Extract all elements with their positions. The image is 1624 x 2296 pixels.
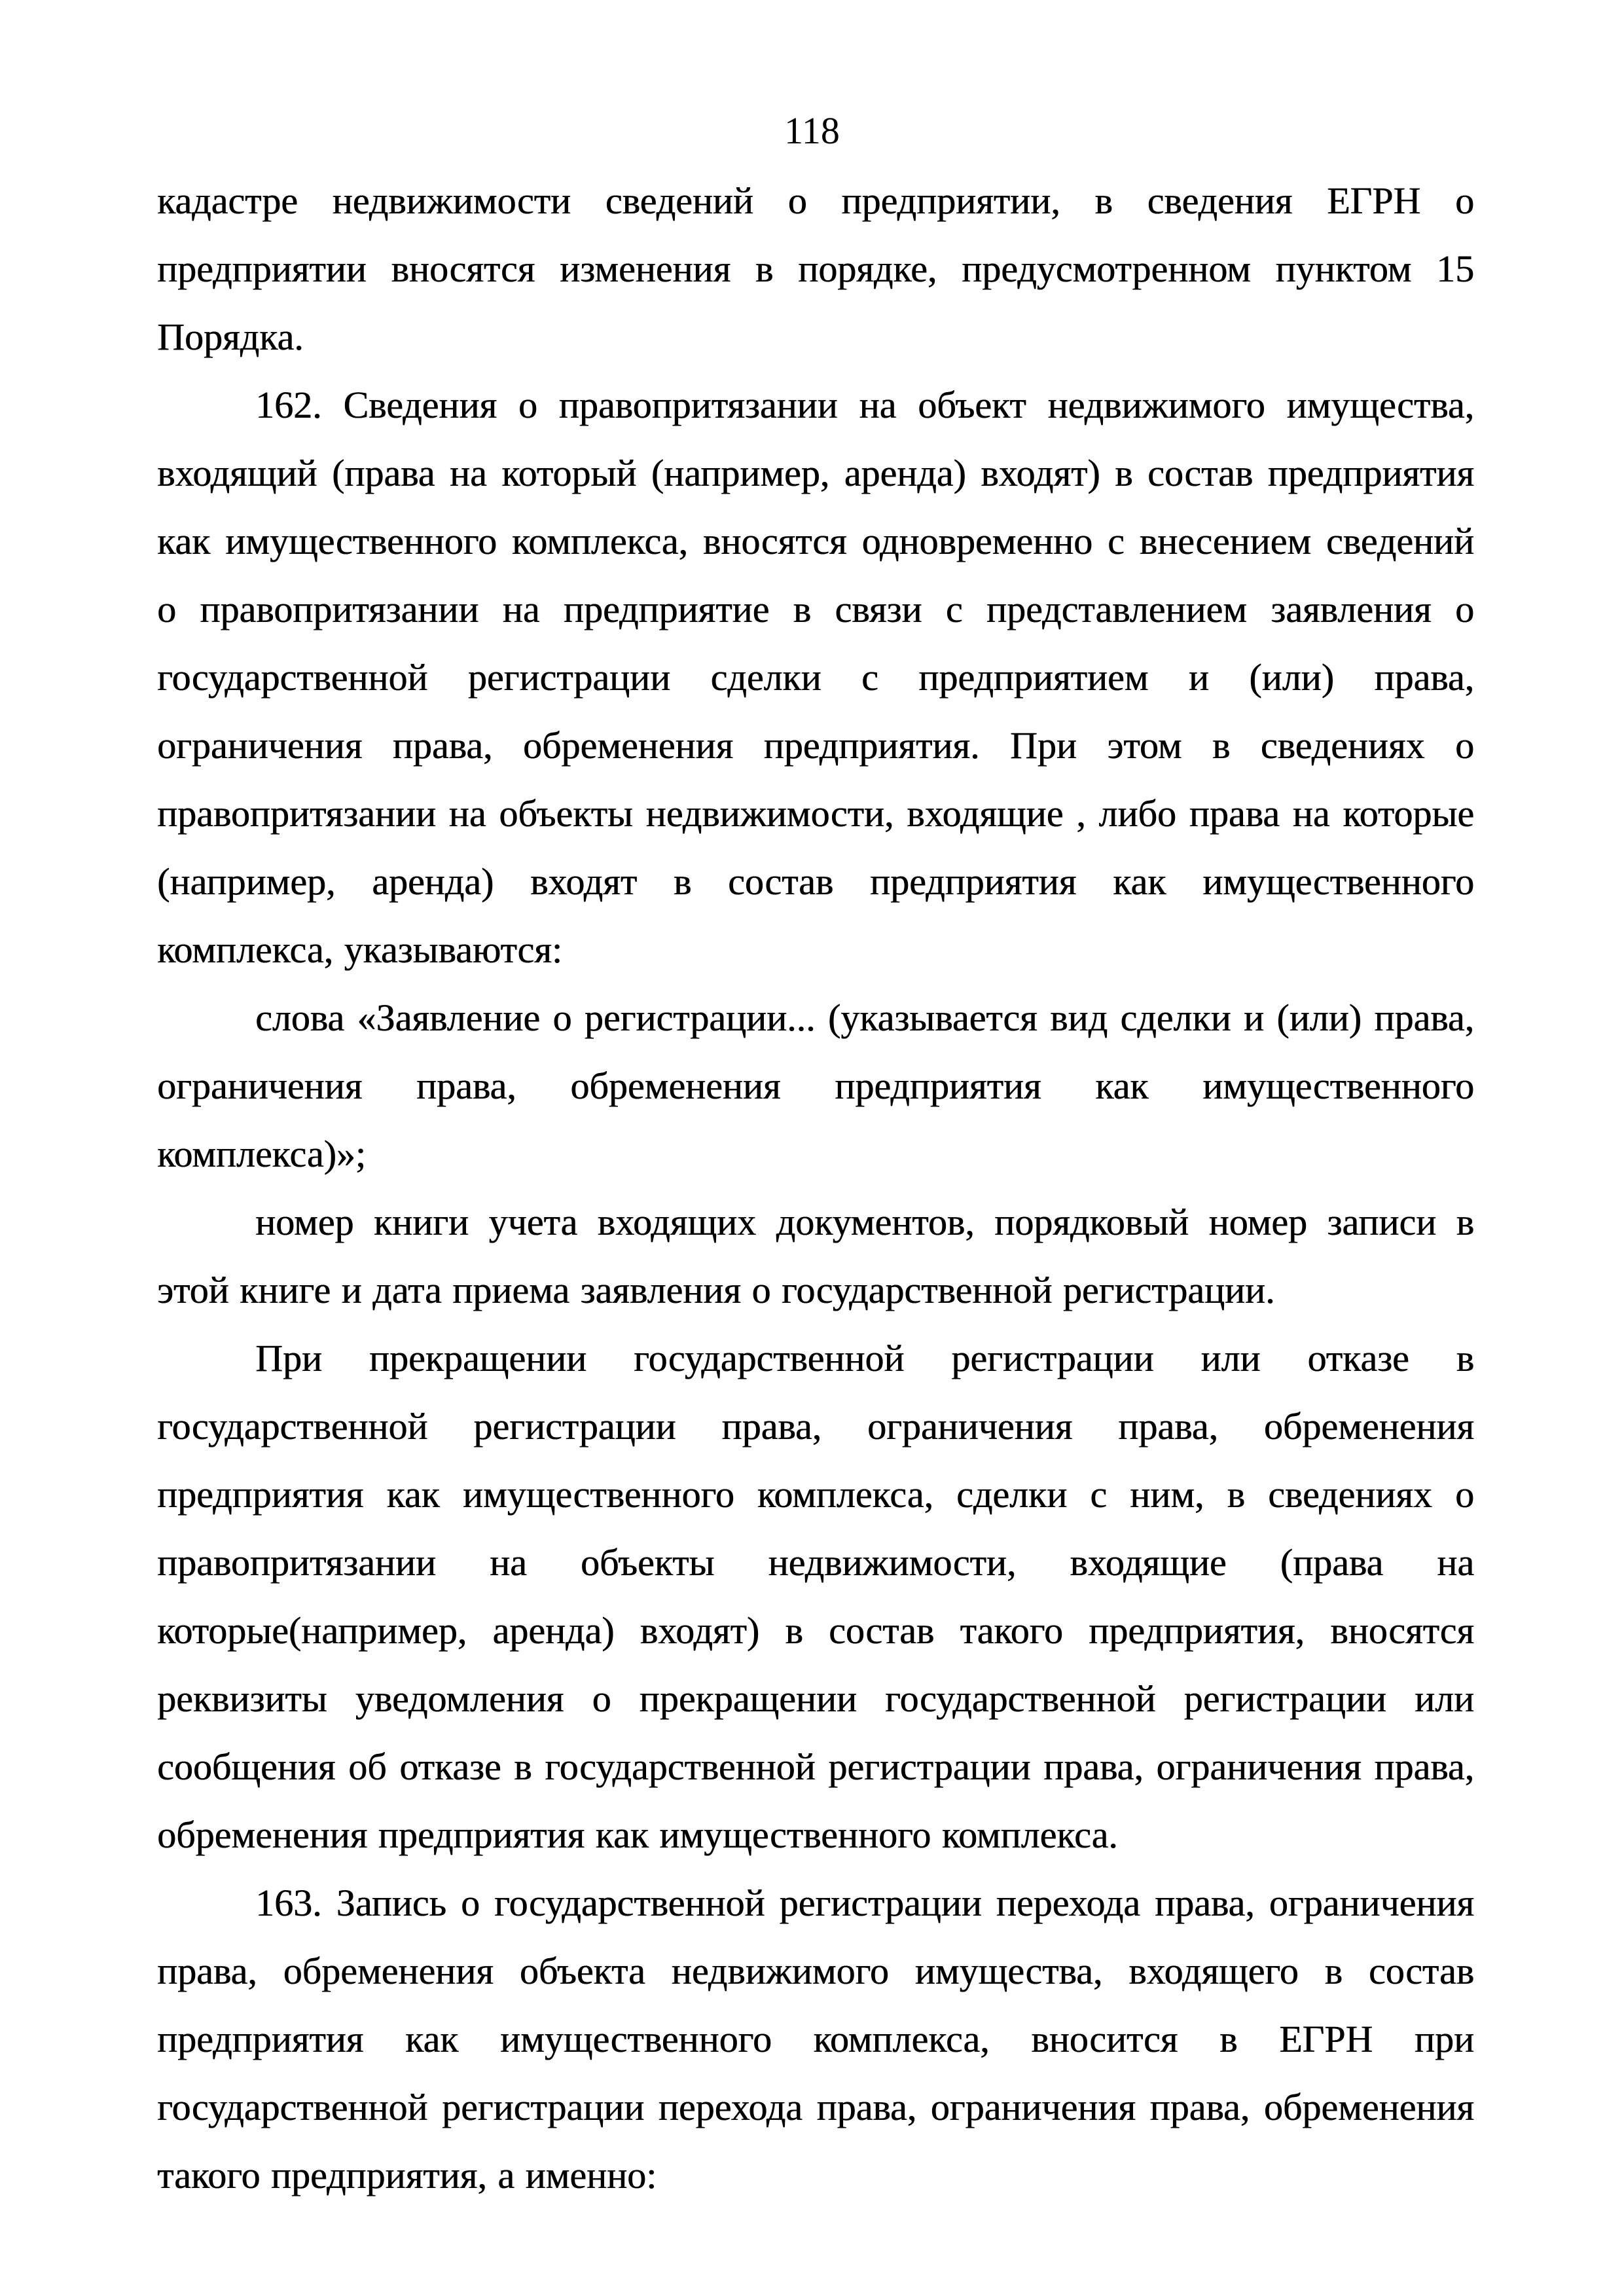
paragraph-book-number: номер книги учета входящих документов, порядковый номер записи в этой книге и дата приема заявления о государственной регистрации. bbox=[157, 1201, 1474, 1311]
page-number: 118 bbox=[784, 109, 840, 152]
paragraph-163: 163. Запись о государственной регистрации перехода права, ограничения права, обременения объекта недвижимого имущества, входящего в состав предприятия как имущественного комплекса, вносится в ЕГРН при государственной регистрации перехода права, ограничения права, обременения такого предприятия, а именно: bbox=[157, 1882, 1474, 2196]
document-body bbox=[157, 167, 1474, 2210]
paragraph-words-statement: слова «Заявление о регистрации... (указывается вид сделки и (или) права, ограничения права, обременения предприятия как имущественного комплекса)»; bbox=[157, 996, 1474, 1175]
paragraph-162: 162. Сведения о правопритязании на объект недвижимого имущества, входящий (права на который (например, аренда) входят) в состав предприятия как имущественного комплекса, вносятся одновременно с внесением сведений о правопритязании на предприятие в связи с представлением заявления о государственной регистрации сделки с предприятием и (или) права, ограничения права, обременения предприятия. При этом в сведениях о правопритязании на объекты недвижимости, входящие , либо права на которые (например, аренда) входят в состав предприятия как имущественного комплекса, указываются: bbox=[157, 384, 1474, 971]
paragraph-continuation: кадастре недвижимости сведений о предприятии, в сведения ЕГРН о предприятии вносятся изменения в порядке, предусмотренном пунктом 15 Порядка. bbox=[157, 179, 1474, 358]
paragraph-termination: При прекращении государственной регистрации или отказе в государственной регистрации права, ограничения права, обременения предприятия как имущественного комплекса, сделки с ним, в сведениях о правопритязании на объекты недвижимости, входящие (права на которые(например, аренда) входят) в состав такого предприятия, вносятся реквизиты уведомления о прекращении государственной регистрации или сообщения об отказе в государственной регистрации права, ограничения права, обременения предприятия как имущественного комплекса. bbox=[157, 1337, 1474, 1856]
